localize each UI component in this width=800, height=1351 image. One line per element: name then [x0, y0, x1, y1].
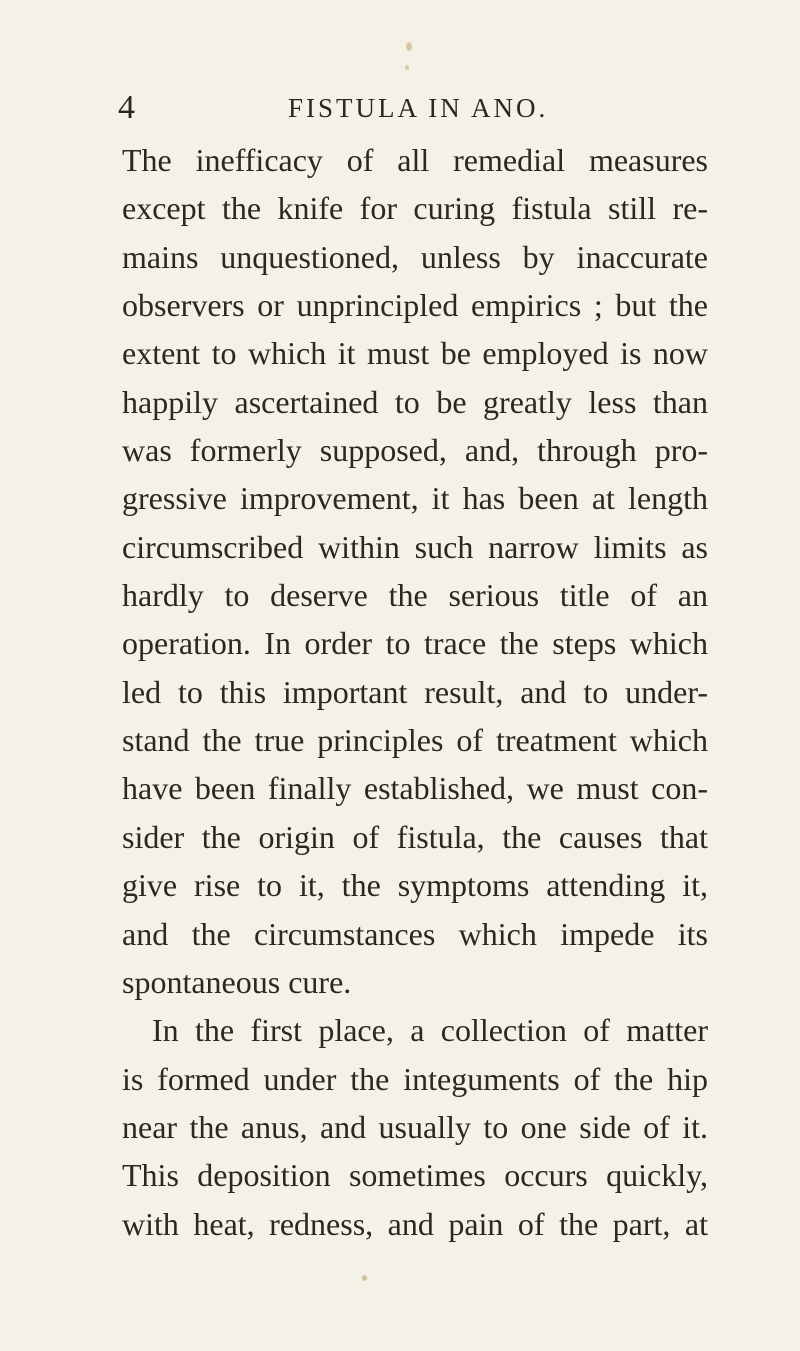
text-line: stand the true principles of treatment which [122, 722, 708, 759]
text-line: happily ascertained to be greatly less than [122, 383, 708, 420]
text-line: is formed under the integuments of the hip [122, 1060, 708, 1097]
text-line: spontaneous cure. [122, 963, 352, 1000]
paragraph-1 [122, 136, 708, 1006]
text-line: mains unquestioned, unless by inaccurate [122, 238, 708, 275]
text-line: extent to which it must be employed is now [122, 335, 708, 372]
text-line: except the knife for curing fistula still re- [122, 190, 708, 227]
text-line: sider the origin of fistula, the causes that [122, 818, 708, 855]
text-line: observers or unprincipled empirics ; but the [122, 287, 708, 324]
text-line: In the first place, a collection of matter [152, 1012, 708, 1049]
paper-stain [406, 42, 412, 51]
text-line: hardly to deserve the serious title of an [122, 577, 708, 614]
text-line: give rise to it, the symptoms attending it, [122, 867, 708, 904]
text-line: and the circumstances which impede its [122, 915, 708, 952]
text-line: gressive improvement, it has been at length [122, 480, 708, 517]
page-number: 4 [118, 89, 135, 126]
paragraph-2 [122, 1006, 708, 1248]
running-head: FISTULA IN ANO. [288, 93, 549, 123]
text-line: with heat, redness, and pain of the part, at [122, 1205, 708, 1242]
body-text [122, 136, 708, 1248]
text-line: The inefficacy of all remedial measures [122, 142, 708, 178]
paper-stain [405, 65, 409, 70]
text-line: near the anus, and usually to one side of it. [122, 1108, 708, 1145]
text-line: was formerly supposed, and, through pro- [122, 432, 708, 469]
text-line: operation. In order to trace the steps which [122, 625, 708, 662]
text-line: have been finally established, we must con- [122, 770, 708, 807]
text-line: circumscribed within such narrow limits as [122, 528, 708, 565]
text-line: led to this important result, and to under- [122, 673, 708, 710]
text-line: This deposition sometimes occurs quickly, [122, 1157, 708, 1194]
page-header [118, 88, 708, 128]
paper-stain [362, 1275, 367, 1281]
